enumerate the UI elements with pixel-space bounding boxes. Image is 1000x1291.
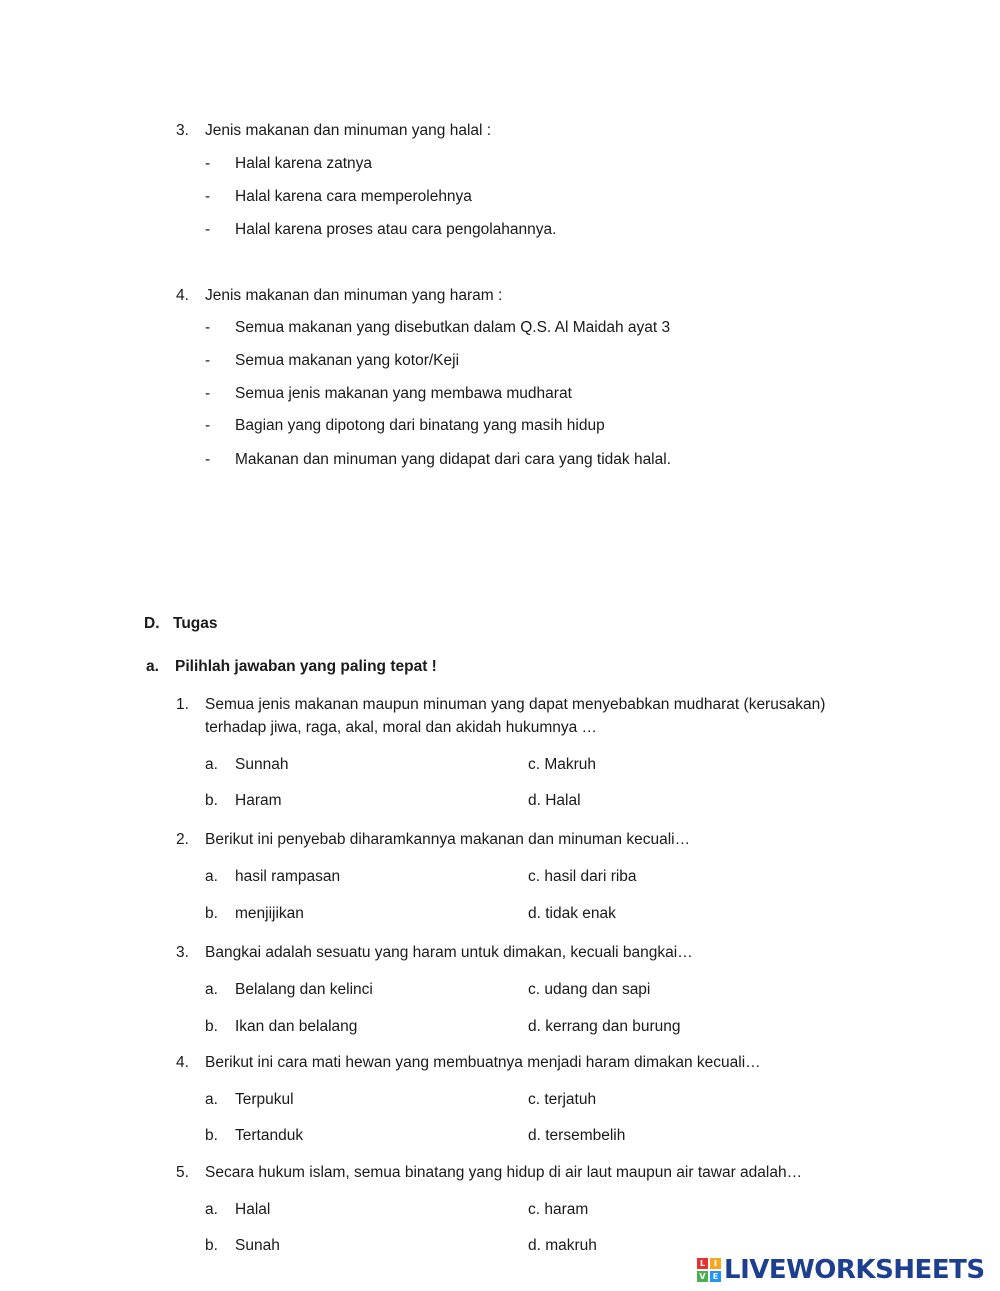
option-b-label: b. [205, 1127, 218, 1144]
option-c[interactable]: c. hasil dari riba [528, 868, 637, 885]
question-text-line: terhadap jiwa, raga, akal, moral dan akidah hukumnya … [205, 719, 598, 736]
logo-text: LIVEWORKSHEETS [724, 1255, 985, 1285]
bullet-dash: - [205, 352, 211, 369]
question-text-line: Berikut ini penyebab diharamkannya makanan dan minuman kecuali… [205, 831, 691, 848]
question-number: 1. [176, 696, 189, 713]
option-b[interactable]: Haram [235, 792, 282, 809]
section-4-number: 4. [176, 287, 189, 304]
option-a[interactable]: Halal [235, 1201, 271, 1218]
logo-block-v: V [697, 1271, 708, 1282]
option-b-label: b. [205, 792, 218, 809]
option-a-label: a. [205, 1091, 218, 1108]
option-d[interactable]: d. makruh [528, 1237, 597, 1254]
question-number: 4. [176, 1054, 189, 1071]
question-number: 2. [176, 831, 189, 848]
option-c[interactable]: c. haram [528, 1201, 589, 1218]
list-item: Bagian yang dipotong dari binatang yang masih hidup [235, 417, 605, 434]
option-b[interactable]: Sunah [235, 1237, 280, 1254]
bullet-dash: - [205, 188, 211, 205]
option-d[interactable]: d. tersembelih [528, 1127, 626, 1144]
section-d-title: Tugas [173, 615, 218, 632]
option-d[interactable]: d. Halal [528, 792, 581, 809]
logo-blocks-icon [697, 1258, 721, 1282]
liveworksheets-logo [697, 1255, 985, 1285]
logo-block-l: L [697, 1258, 708, 1269]
logo-block-e: E [710, 1271, 721, 1282]
option-a[interactable]: Belalang dan kelinci [235, 981, 373, 998]
bullet-dash: - [205, 417, 211, 434]
list-item: Semua makanan yang kotor/Keji [235, 352, 460, 369]
bullet-dash: - [205, 155, 211, 172]
option-c[interactable]: c. Makruh [528, 756, 597, 773]
bullet-dash: - [205, 319, 211, 336]
option-b-label: b. [205, 1018, 218, 1035]
question-text-line: Semua jenis makanan maupun minuman yang dapat menyebabkan mudharat (kerusakan) [205, 696, 826, 713]
option-c[interactable]: c. udang dan sapi [528, 981, 651, 998]
bullet-dash: - [205, 221, 211, 238]
list-item: Halal karena cara memperolehnya [235, 188, 472, 205]
list-item: Semua jenis makanan yang membawa mudharat [235, 385, 572, 402]
section-3-heading: Jenis makanan dan minuman yang halal : [205, 122, 492, 139]
section-4-heading: Jenis makanan dan minuman yang haram : [205, 287, 503, 304]
list-item: Semua makanan yang disebutkan dalam Q.S. Al Maidah ayat 3 [235, 319, 671, 336]
bullet-dash: - [205, 451, 211, 468]
option-b-label: b. [205, 1237, 218, 1254]
list-item: Halal karena proses atau cara pengolahannya. [235, 221, 557, 238]
list-item: Makanan dan minuman yang didapat dari cara yang tidak halal. [235, 451, 671, 468]
question-number: 5. [176, 1164, 189, 1181]
section-d-letter: D. [144, 615, 160, 632]
option-a[interactable]: Terpukul [235, 1091, 294, 1108]
option-a-label: a. [205, 981, 218, 998]
option-d[interactable]: d. kerrang dan burung [528, 1018, 681, 1035]
option-d[interactable]: d. tidak enak [528, 905, 616, 922]
option-a-label: a. [205, 756, 218, 773]
instruction-text: Pilihlah jawaban yang paling tepat ! [175, 658, 437, 675]
option-b[interactable]: menjijikan [235, 905, 304, 922]
option-a[interactable]: hasil rampasan [235, 868, 341, 885]
instruction-letter: a. [146, 658, 159, 675]
option-c[interactable]: c. terjatuh [528, 1091, 597, 1108]
section-3-number: 3. [176, 122, 189, 139]
option-b[interactable]: Ikan dan belalang [235, 1018, 358, 1035]
option-a-label: a. [205, 1201, 218, 1218]
option-b[interactable]: Tertanduk [235, 1127, 304, 1144]
question-number: 3. [176, 944, 189, 961]
option-a-label: a. [205, 868, 218, 885]
question-text-line: Secara hukum islam, semua binatang yang hidup di air laut maupun air tawar adalah… [205, 1164, 803, 1181]
bullet-dash: - [205, 385, 211, 402]
list-item: Halal karena zatnya [235, 155, 372, 172]
option-a[interactable]: Sunnah [235, 756, 289, 773]
question-text-line: Berikut ini cara mati hewan yang membuatnya menjadi haram dimakan kecuali… [205, 1054, 761, 1071]
question-text-line: Bangkai adalah sesuatu yang haram untuk dimakan, kecuali bangkai… [205, 944, 693, 961]
logo-block-i: I [710, 1258, 721, 1269]
option-b-label: b. [205, 905, 218, 922]
